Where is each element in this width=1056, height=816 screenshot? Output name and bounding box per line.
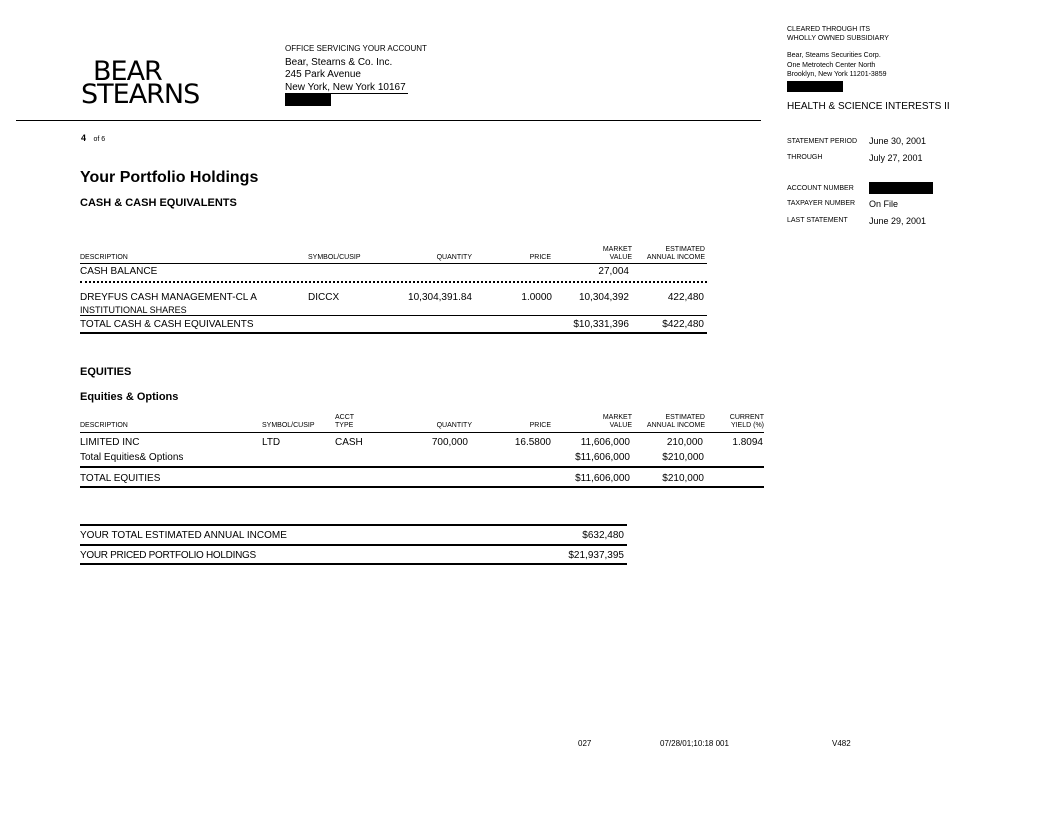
footer-code: 027 xyxy=(578,739,592,748)
summary-income-label: YOUR TOTAL ESTIMATED ANNUAL INCOME xyxy=(80,530,287,541)
clearing-name: Bear, Steams Securities Corp. xyxy=(787,52,881,59)
equities-row-symbol: LTD xyxy=(262,437,281,448)
equities-header-symbol: SYMBOL/CUSIP xyxy=(262,422,315,429)
cash-section-title: CASH & CASH EQUIVALENTS xyxy=(80,197,237,209)
summary-bottom-rule xyxy=(80,563,627,565)
statement-period-value: June 30, 2001 xyxy=(869,136,927,146)
equities-header-acct-line1: ACCT xyxy=(335,414,355,421)
redaction-office-zip xyxy=(285,93,331,106)
equities-row-yield: 1.8094 xyxy=(732,437,763,448)
equities-header-market-line1: MARKET xyxy=(602,414,632,421)
clearing-line-2: WHOLLY OWNED SUBSIDIARY xyxy=(787,35,889,42)
summary-holdings-value: $21,937,395 xyxy=(568,550,624,561)
page-indicator xyxy=(81,128,105,146)
equities-header-income-line1: ESTIMATED xyxy=(665,414,705,421)
footer-version: V482 xyxy=(832,739,851,748)
equities-header-price: PRICE xyxy=(529,422,551,429)
equities-total-label: TOTAL EQUITIES xyxy=(80,473,161,484)
cash-total-income: $422,480 xyxy=(662,319,704,330)
last-statement-label: LAST STATEMENT xyxy=(787,217,848,224)
account-name: HEALTH & SCIENCE INTERESTS II xyxy=(787,101,950,112)
equities-subtotal-market: $11,606,000 xyxy=(575,452,630,463)
taxpayer-number-value: On File xyxy=(869,199,899,209)
equities-total-market: $11,606,000 xyxy=(575,473,630,484)
equities-header-yield-line1: CURRENT xyxy=(729,414,764,421)
header-rule xyxy=(16,120,761,121)
equities-header-income-line2: ANNUAL INCOME xyxy=(646,422,705,429)
redaction-clearing xyxy=(787,81,843,92)
cash-header-rule xyxy=(80,263,707,264)
dreyfus-market: 10,304,392 xyxy=(578,292,629,303)
cash-balance-dotted-rule xyxy=(80,281,707,283)
equities-total-rule xyxy=(80,486,764,488)
equities-subtotal-rule xyxy=(80,466,764,468)
cash-total-label: TOTAL CASH & CASH EQUIVALENTS xyxy=(80,319,254,330)
equities-subtotal-income: $210,000 xyxy=(662,452,704,463)
cash-header-income xyxy=(647,246,705,262)
equities-header-description: DESCRIPTION xyxy=(80,422,128,429)
last-statement-value: June 29, 2001 xyxy=(869,216,927,226)
redaction-account-number xyxy=(869,182,933,194)
cash-header-description: DESCRIPTION xyxy=(80,254,128,261)
equities-header-yield-line2: YIELD (%) xyxy=(730,422,764,429)
equities-subtitle: Equities & Options xyxy=(80,391,179,403)
dreyfus-price: 1.0000 xyxy=(521,292,552,303)
dreyfus-quantity: 10,304,391.84 xyxy=(408,292,472,303)
summary-mid-rule xyxy=(80,544,627,546)
clearing-city: Brooklyn, New York 11201-3859 xyxy=(787,71,887,78)
cash-header-market xyxy=(603,246,632,262)
dreyfus-income: 422,480 xyxy=(667,292,704,303)
page-of: of 6 xyxy=(93,136,106,143)
logo-line-2: STEARNS xyxy=(81,79,200,110)
footer-timestamp: 07/28/01;10:18 001 xyxy=(660,739,729,748)
dreyfus-symbol: DICCX xyxy=(308,292,340,303)
cash-total-market: $10,331,396 xyxy=(573,319,629,330)
equities-header-quantity: QUANTITY xyxy=(436,422,472,429)
summary-holdings-label: YOUR PRICED PORTFOLIO HOLDINGS xyxy=(80,550,256,561)
cash-header-price: PRICE xyxy=(529,254,551,261)
cash-balance-description: CASH BALANCE xyxy=(80,266,158,277)
holdings-title: Your Portfolio Holdings xyxy=(80,169,259,186)
cash-header-market-line2: VALUE xyxy=(609,254,632,261)
office-city: New York, New York 10167 xyxy=(285,82,406,93)
office-label: OFFICE SERVICING YOUR ACCOUNT xyxy=(285,44,427,53)
dreyfus-description: DREYFUS CASH MANAGEMENT-CL A xyxy=(80,292,257,303)
statement-period-label: STATEMENT PERIOD xyxy=(787,138,858,145)
equities-header-market xyxy=(603,414,632,430)
cash-header-symbol: SYMBOL/CUSIP xyxy=(308,254,361,261)
office-street: 245 Park Avenue xyxy=(285,69,361,80)
through-value: July 27, 2001 xyxy=(869,153,923,163)
cash-header-income-line1: ESTIMATED xyxy=(665,246,705,253)
equities-row-description: LIMITED INC xyxy=(80,437,140,448)
equities-section-title: EQUITIES xyxy=(80,366,132,378)
equities-header-acct xyxy=(335,414,354,430)
cash-rows-rule xyxy=(80,315,707,316)
cash-header-market-line1: MARKET xyxy=(602,246,632,253)
dreyfus-description-line2: INSTITUTIONAL SHARES xyxy=(80,305,187,315)
account-number-label: ACCOUNT NUMBER xyxy=(787,185,854,192)
equities-row-quantity: 700,000 xyxy=(431,437,468,448)
summary-income-value: $632,480 xyxy=(582,530,624,541)
summary-top-rule xyxy=(80,524,627,526)
cash-balance-market: 27,004 xyxy=(598,266,629,277)
clearing-street: One Metrotech Center North xyxy=(787,62,876,69)
cash-header-income-line2: ANNUAL INCOME xyxy=(646,254,705,261)
equities-row-income: 210,000 xyxy=(666,437,703,448)
cash-total-rule xyxy=(80,332,707,334)
logo-line-1: BEAR xyxy=(93,56,162,87)
equities-header-yield xyxy=(730,414,764,430)
office-name: Bear, Stearns & Co. Inc. xyxy=(285,57,393,68)
taxpayer-number-label: TAXPAYER NUMBER xyxy=(787,200,856,207)
bear-stearns-logo xyxy=(81,56,200,110)
equities-header-income xyxy=(647,414,705,430)
equities-total-income: $210,000 xyxy=(662,473,704,484)
equities-row-market: 11,606,000 xyxy=(580,437,630,448)
clearing-line-1: CLEARED THROUGH ITS xyxy=(787,26,871,33)
equities-row-price: 16.5800 xyxy=(514,437,551,448)
equities-subtotal-label: Total Equities& Options xyxy=(80,452,184,463)
equities-header-market-line2: VALUE xyxy=(609,422,632,429)
cash-header-quantity: QUANTITY xyxy=(436,254,472,261)
equities-row-acct: CASH xyxy=(335,437,363,448)
through-label: THROUGH xyxy=(787,154,823,161)
page-number: 4 xyxy=(81,133,87,143)
equities-header-rule xyxy=(80,432,764,433)
equities-header-acct-line2: TYPE xyxy=(335,422,354,429)
